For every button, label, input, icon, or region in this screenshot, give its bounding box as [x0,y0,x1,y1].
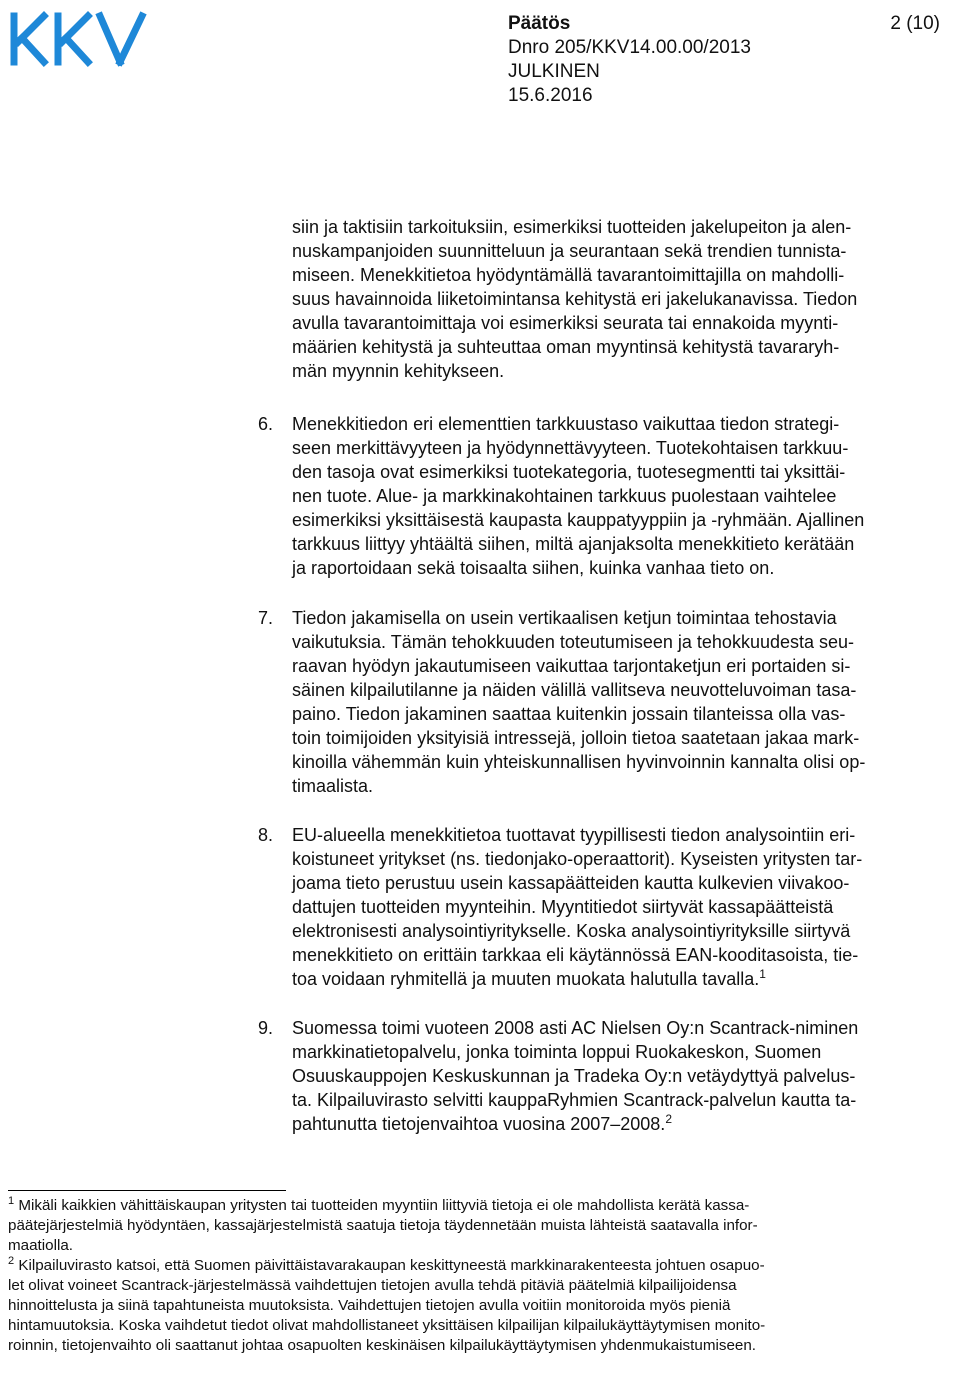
paragraph-body: Suomessa toimi vuoteen 2008 asti AC Nielsen Oy:n Scantrack-niminen markkinatietopalvelu, jonka toiminta loppui Ruokakeskon, Suomen Osuuskauppojen Keskuskunnan ja Tradeka Oy:n vetäydyttyä palvelus- ta. Kilpailuvirasto selvitti kauppaRyhmien Scantrack-palvelun kautta ta- pahtunutta tietojenvaihtoa vuosina 2007–2008. [292,1018,859,1134]
document-header [508,12,940,108]
footnote-separator [8,1190,286,1191]
paragraph-text [292,606,960,798]
footnote-1 [8,1196,953,1256]
footnote-ref[interactable]: 1 [759,967,766,981]
footnote-2 [8,1256,953,1356]
document-date: 15.6.2016 [508,85,593,106]
paragraph-body: Menekkitiedon eri elementtien tarkkuustaso vaikuttaa tiedon strategi- seen merkittävyyteen ja hyödynnettävyyteen. Tuotekohtaisen tarkkuu- den tasoja ovat esimerkiksi tuotekategoria, tuotesegmentti tai yksittäi- nen tuote. Alue- ja markkinakohtainen tarkkuus puolestaan vaihtelee esimerkiksi yksittäisestä kaupasta kauppatyyppiin ja -ryhmään. Ajallinen tarkkuus liittyy yhtäältä siihen, miltä ajanjaksolta menekkitieto kerätään ja raportoidaan sekä toisaalta siihen, kuinka vanhaa tieto on. [292,414,865,578]
kkv-logo [8,10,148,73]
footnotes [8,1196,953,1356]
footnote-text: Mikäli kaikkien vähittäiskaupan yritysten tai tuotteiden myyntiin liittyviä tietoja ei ole mahdollista kerätä kassa- päätejärjestelmiä hyödyntäen, kassajärjestelmistä saatuja tietoja täydennetään muista lähteistä saatavalla infor- maatiolla. [8,1197,758,1254]
paragraph-number: 9. [258,1018,274,1038]
publicity-status: JULKINEN [508,61,600,82]
paragraph-body: Tiedon jakamisella on usein vertikaalisen ketjun toimintaa tehostavia vaikutuksia. Tämän tehokkuuden toteutumiseen ja tehokkuudesta seu- raavan hyödyn jakautumiseen vaikuttaa tarjontaketjun eri portaiden si- säinen kilpailutilanne ja näiden välillä vallitseva neuvotteluvoiman tasa- paino. Tiedon jakaminen saattaa kuitenkin jossain tilanteissa olla vas- toin toimijoiden yksityisiä intressejä, jolloin tietoa saatetaan jakaa mark- kinoilla vähemmän kuin yhteiskunnallisen hyvinvoinnin kannalta olisi op- timaalista. [292,608,866,796]
header-title-row [508,12,940,36]
diary-number: Dnro 205/KKV14.00.00/2013 [508,37,751,58]
paragraph-text [292,823,960,991]
page-number: 2 (10) [890,13,940,34]
paragraph-text [292,1016,960,1136]
kkv-logo-mark [8,10,148,68]
footnote-mark: 2 [8,1254,15,1267]
paragraph-number: 6. [258,414,274,434]
footnote-ref[interactable]: 2 [665,1112,672,1126]
paragraph-number: 7. [258,608,274,628]
document-type: Päätös [508,13,571,34]
intro-paragraph: siin ja taktisiin tarkoituksiin, esimerkiksi tuotteiden jakelupeiton ja alen- nuskampanjoiden suunnitteluun ja seurantaan sekä trendien tunnista- miseen. Menekkitietoa hyödyntämällä tavarantoimittajilla on mahdolli- suus havainnoida liiketoimintansa kehitystä eri jakelukanavissa. Tiedon avulla tavarantoimittaja voi esimerkiksi seurata tai ennakoida myynti- määrien kehitystä ja suhteuttaa oman myyntinsä kehitystä tavararyh- män myynnin kehitykseen. [292,217,858,381]
footnote-mark: 1 [8,1194,15,1207]
paragraph-text [292,412,960,580]
footnote-text: Kilpailuvirasto katsoi, että Suomen päivittäistavarakaupan keskittyneestä markkinarakenteesta johtuen osapuo- let olivat voineet Scantrack-järjestelmässä vaihdettujen tietojen avulla tehdä pitäviä päätelmiä kilpailijoidensa hinnoittelusta ja siinä tapahtuneista muutoksista. Vaihdettujen tietojen avulla voitiin monitoroida myös pieniä hintamuutoksia. Koska vaihdetut tiedot olivat mahdollistaneet yksittäisen kilpailijan kilpailukäyttäytymisen monito- roinnin, tietojenvaihto oli saattanut johtaa osapuolten keskinäisen kilpailukäyttäytymisen yhdenmukaistumiseen. [8,1257,766,1354]
paragraph-number: 8. [258,825,274,845]
paragraph-body: EU-alueella menekkitietoa tuottavat tyypillisesti tiedon analysointiin eri- koistuneet yritykset (ns. tiedonjako-operaattorit). Kyseisten yritysten tar- joama tieto perustuu usein kassapäätteiden kautta kulkevien viivakoo- dattujen tuotteiden myynteihin. Myyntitiedot siirtyvät kassapäätteistä elektronisesti analysointiyritykselle. Koska analysointiyrityksille siirtyvä menekkitieto on erittäin tarkkaa eli käytännössä EAN-kooditasoista, tie- toa voidaan ryhmitellä ja muuten muokata halutulla tavalla. [292,825,863,989]
